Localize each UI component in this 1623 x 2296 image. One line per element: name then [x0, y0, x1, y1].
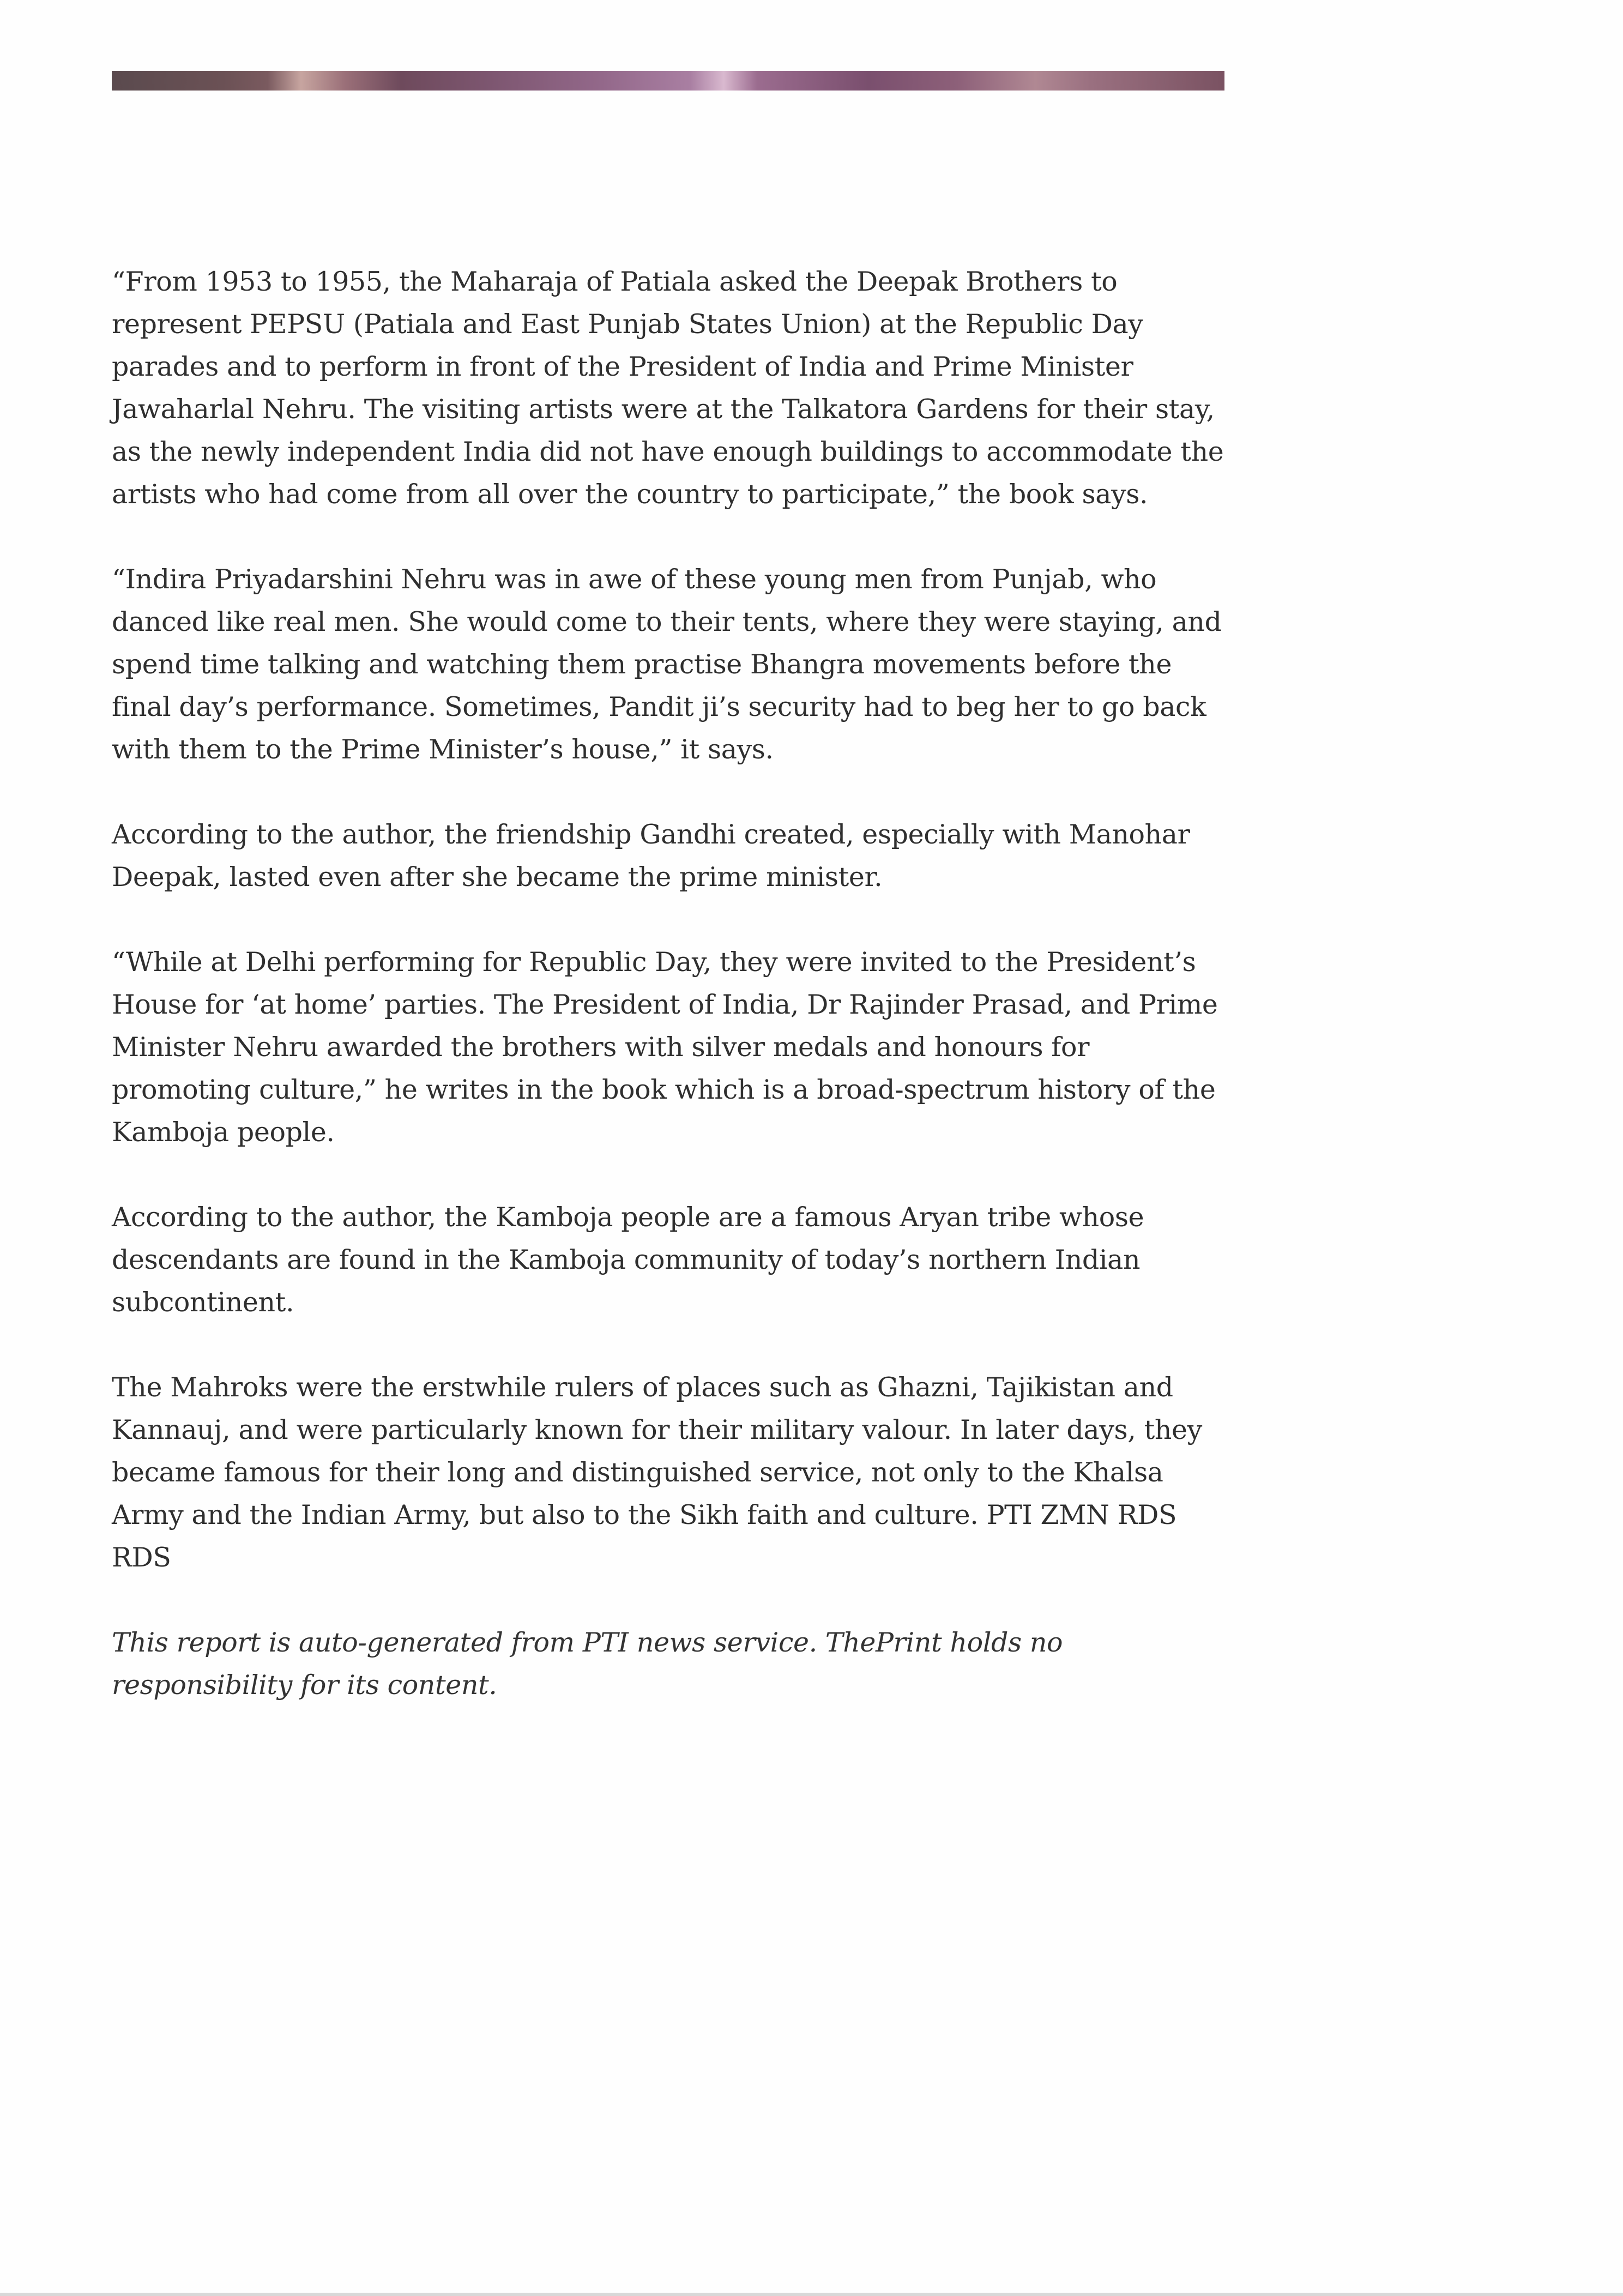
- header-image-strip: [112, 71, 1224, 91]
- disclaimer-text: This report is auto-generated from PTI news service. ThePrint holds no responsibility for its content.: [112, 1627, 1063, 1701]
- paragraph-kamboja-people: According to the author, the Kamboja people are a famous Aryan tribe whose descendants are found in the Kamboja community of today’s northern Indian subcontinent.: [112, 1202, 1144, 1318]
- paragraph-republic-day: “While at Delhi performing for Republic Day, they were invited to the President’s House for ‘at home’ parties. The President of India, Dr Rajinder Prasad, and Prime Minister Nehru awarded the brothers with silver medals and honours for promoting culture,” he writes in the book which is a broad-spectrum history of the Kamboja people.: [112, 947, 1218, 1148]
- paragraph-indira-nehru: “Indira Priyadarshini Nehru was in awe of these young men from Punjab, who danced like real men. She would come to their tents, where they were staying, and spend time talking and watching them practise Bhangra movements before the final day’s performance. Sometimes, Pandit ji’s security had to beg her to go back with them to the Prime Minister’s house,” it says.: [112, 564, 1222, 765]
- article-body: [112, 261, 1235, 1749]
- paragraph-mahroks: The Mahroks were the erstwhile rulers of places such as Ghazni, Tajikistan and Kannauj, and were particularly known for their military valour. In later days, they became famous for their long and distinguished service, not only to the Khalsa Army and the Indian Army, but also to the Sikh faith and culture. PTI ZMN RDS RDS: [112, 1372, 1202, 1573]
- paragraph-deepak-brothers-pepsu: “From 1953 to 1955, the Maharaja of Patiala asked the Deepak Brothers to represent PEPSU (Patiala and East Punjab States Union) at the Republic Day parades and to perform in front of the President of India and Prime Minister Jawaharlal Nehru. The visiting artists were at the Talkatora Gardens for their stay, as the newly independent India did not have enough buildings to accommodate the artists who had come from all over the country to participate,” the book says.: [112, 266, 1224, 510]
- scan-edge-line: [0, 2293, 1623, 2296]
- paragraph-friendship-gandhi: According to the author, the friendship Gandhi created, especially with Manohar Deepak, lasted even after she became the prime minister.: [112, 819, 1190, 893]
